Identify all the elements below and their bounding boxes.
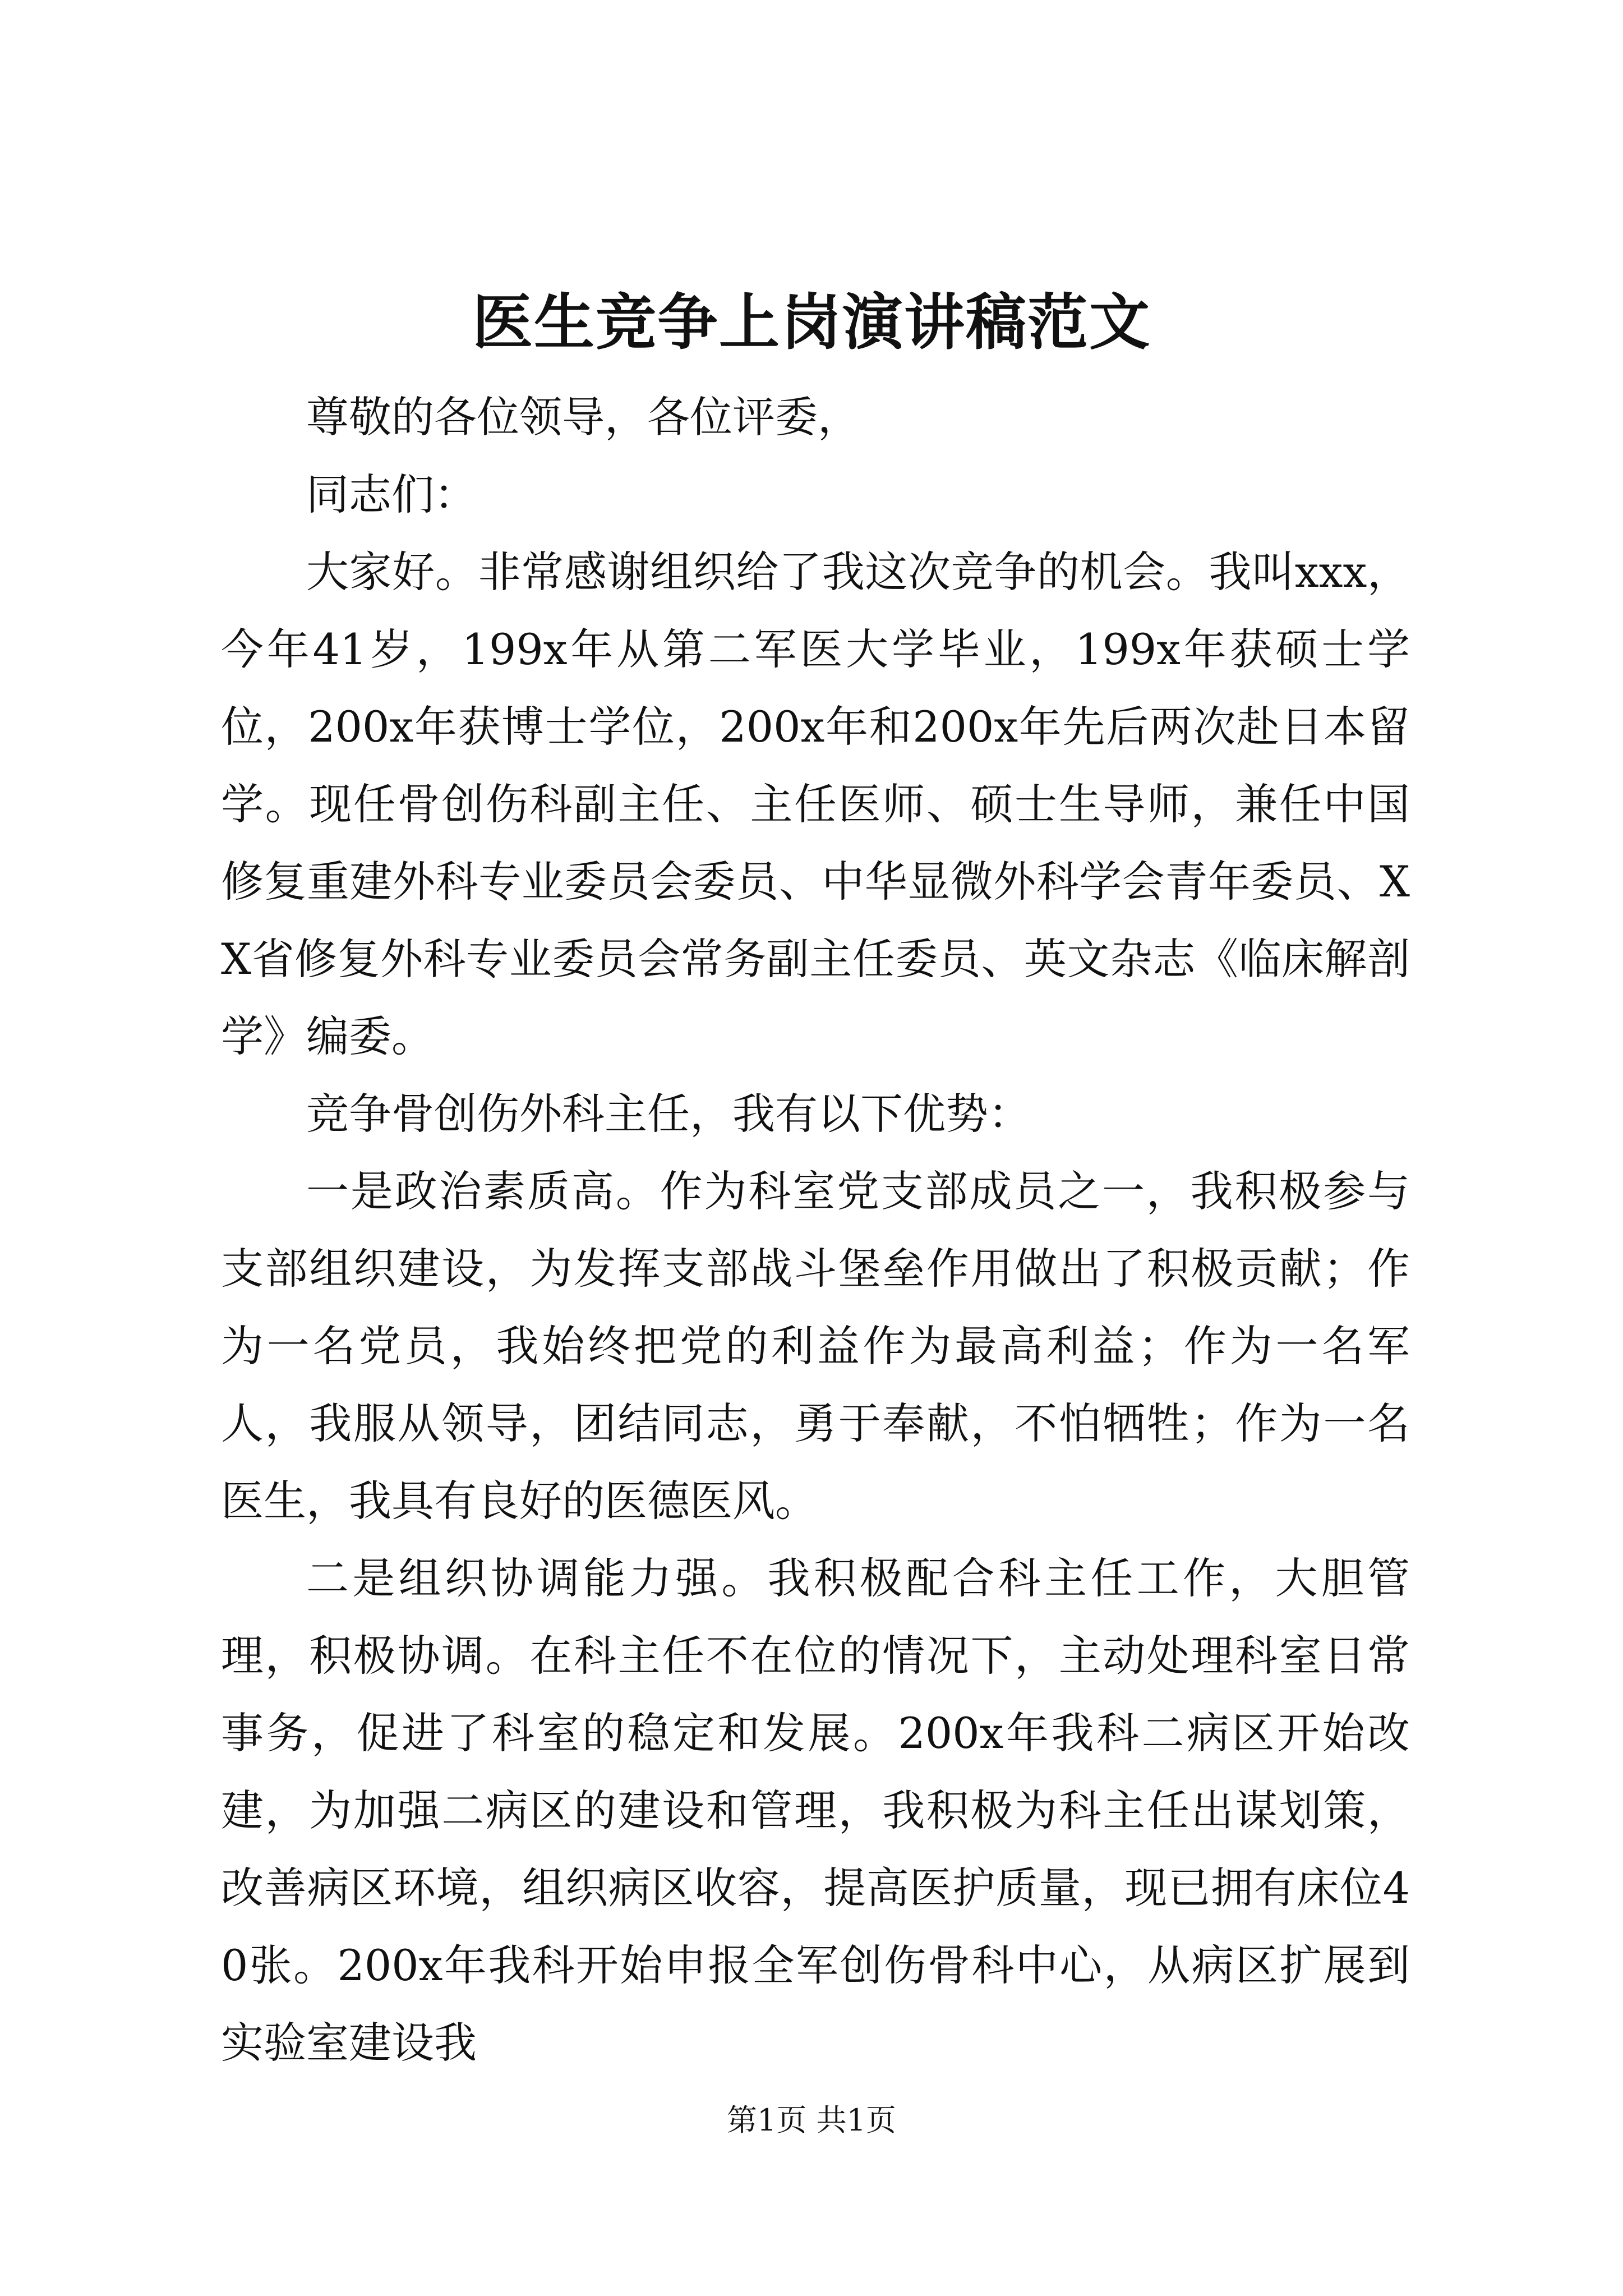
paragraph-introduction: 大家好。非常感谢组织给了我这次竞争的机会。我叫xxx，今年41岁，199x年从第二军医大学毕业，199x年获硕士学位，200x年获博士学位，200x年和200x年先后两次赴日本留学。现任骨创伤科副主任、主任医师、硕士生导师，兼任中国修复重建外科专业委员会委员、中华显微外科学会青年委员、XX省修复外科专业委员会常务副主任委员、英文杂志《临床解剖学》编委。: [221, 547, 1410, 1061]
page-number-footer: 第1页 共1页: [727, 2102, 896, 2138]
paragraph-salutation: 尊敬的各位领导，各位评委，: [306, 392, 860, 442]
paragraph-coordination-ability: 二是组织协调能力强。我积极配合科主任工作，大胆管理，积极协调。在科主任不在位的情况下，主动处理科室日常事务，促进了科室的稳定和发展。200x年我科二病区开始改建，为加强二病区的建设和管理，我积极为科主任出谋划策，改善病区环境，组织病区收容，提高医护质量，现已拥有床位40张。200x年我科开始申报全军创伤骨科中心，从病区扩展到实验室建设我: [221, 1553, 1410, 2068]
paragraph-greeting: 同志们：: [306, 470, 477, 519]
paragraph-political-quality: 一是政治素质高。作为科室党支部成员之一，我积极参与支部组织建设，为发挥支部战斗堡垒作用做出了积极贡献；作为一名党员，我始终把党的利益作为最高利益；作为一名军人，我服从领导，团结同志，勇于奉献，不怕牺牲；作为一名医生，我具有良好的医德医风。: [221, 1166, 1410, 1526]
paragraph-advantages-intro: 竞争骨创伤外科主任，我有以下优势：: [306, 1089, 1031, 1139]
document-title: 医生竞争上岗演讲稿范文: [472, 287, 1151, 358]
document-body: [221, 379, 1410, 2082]
